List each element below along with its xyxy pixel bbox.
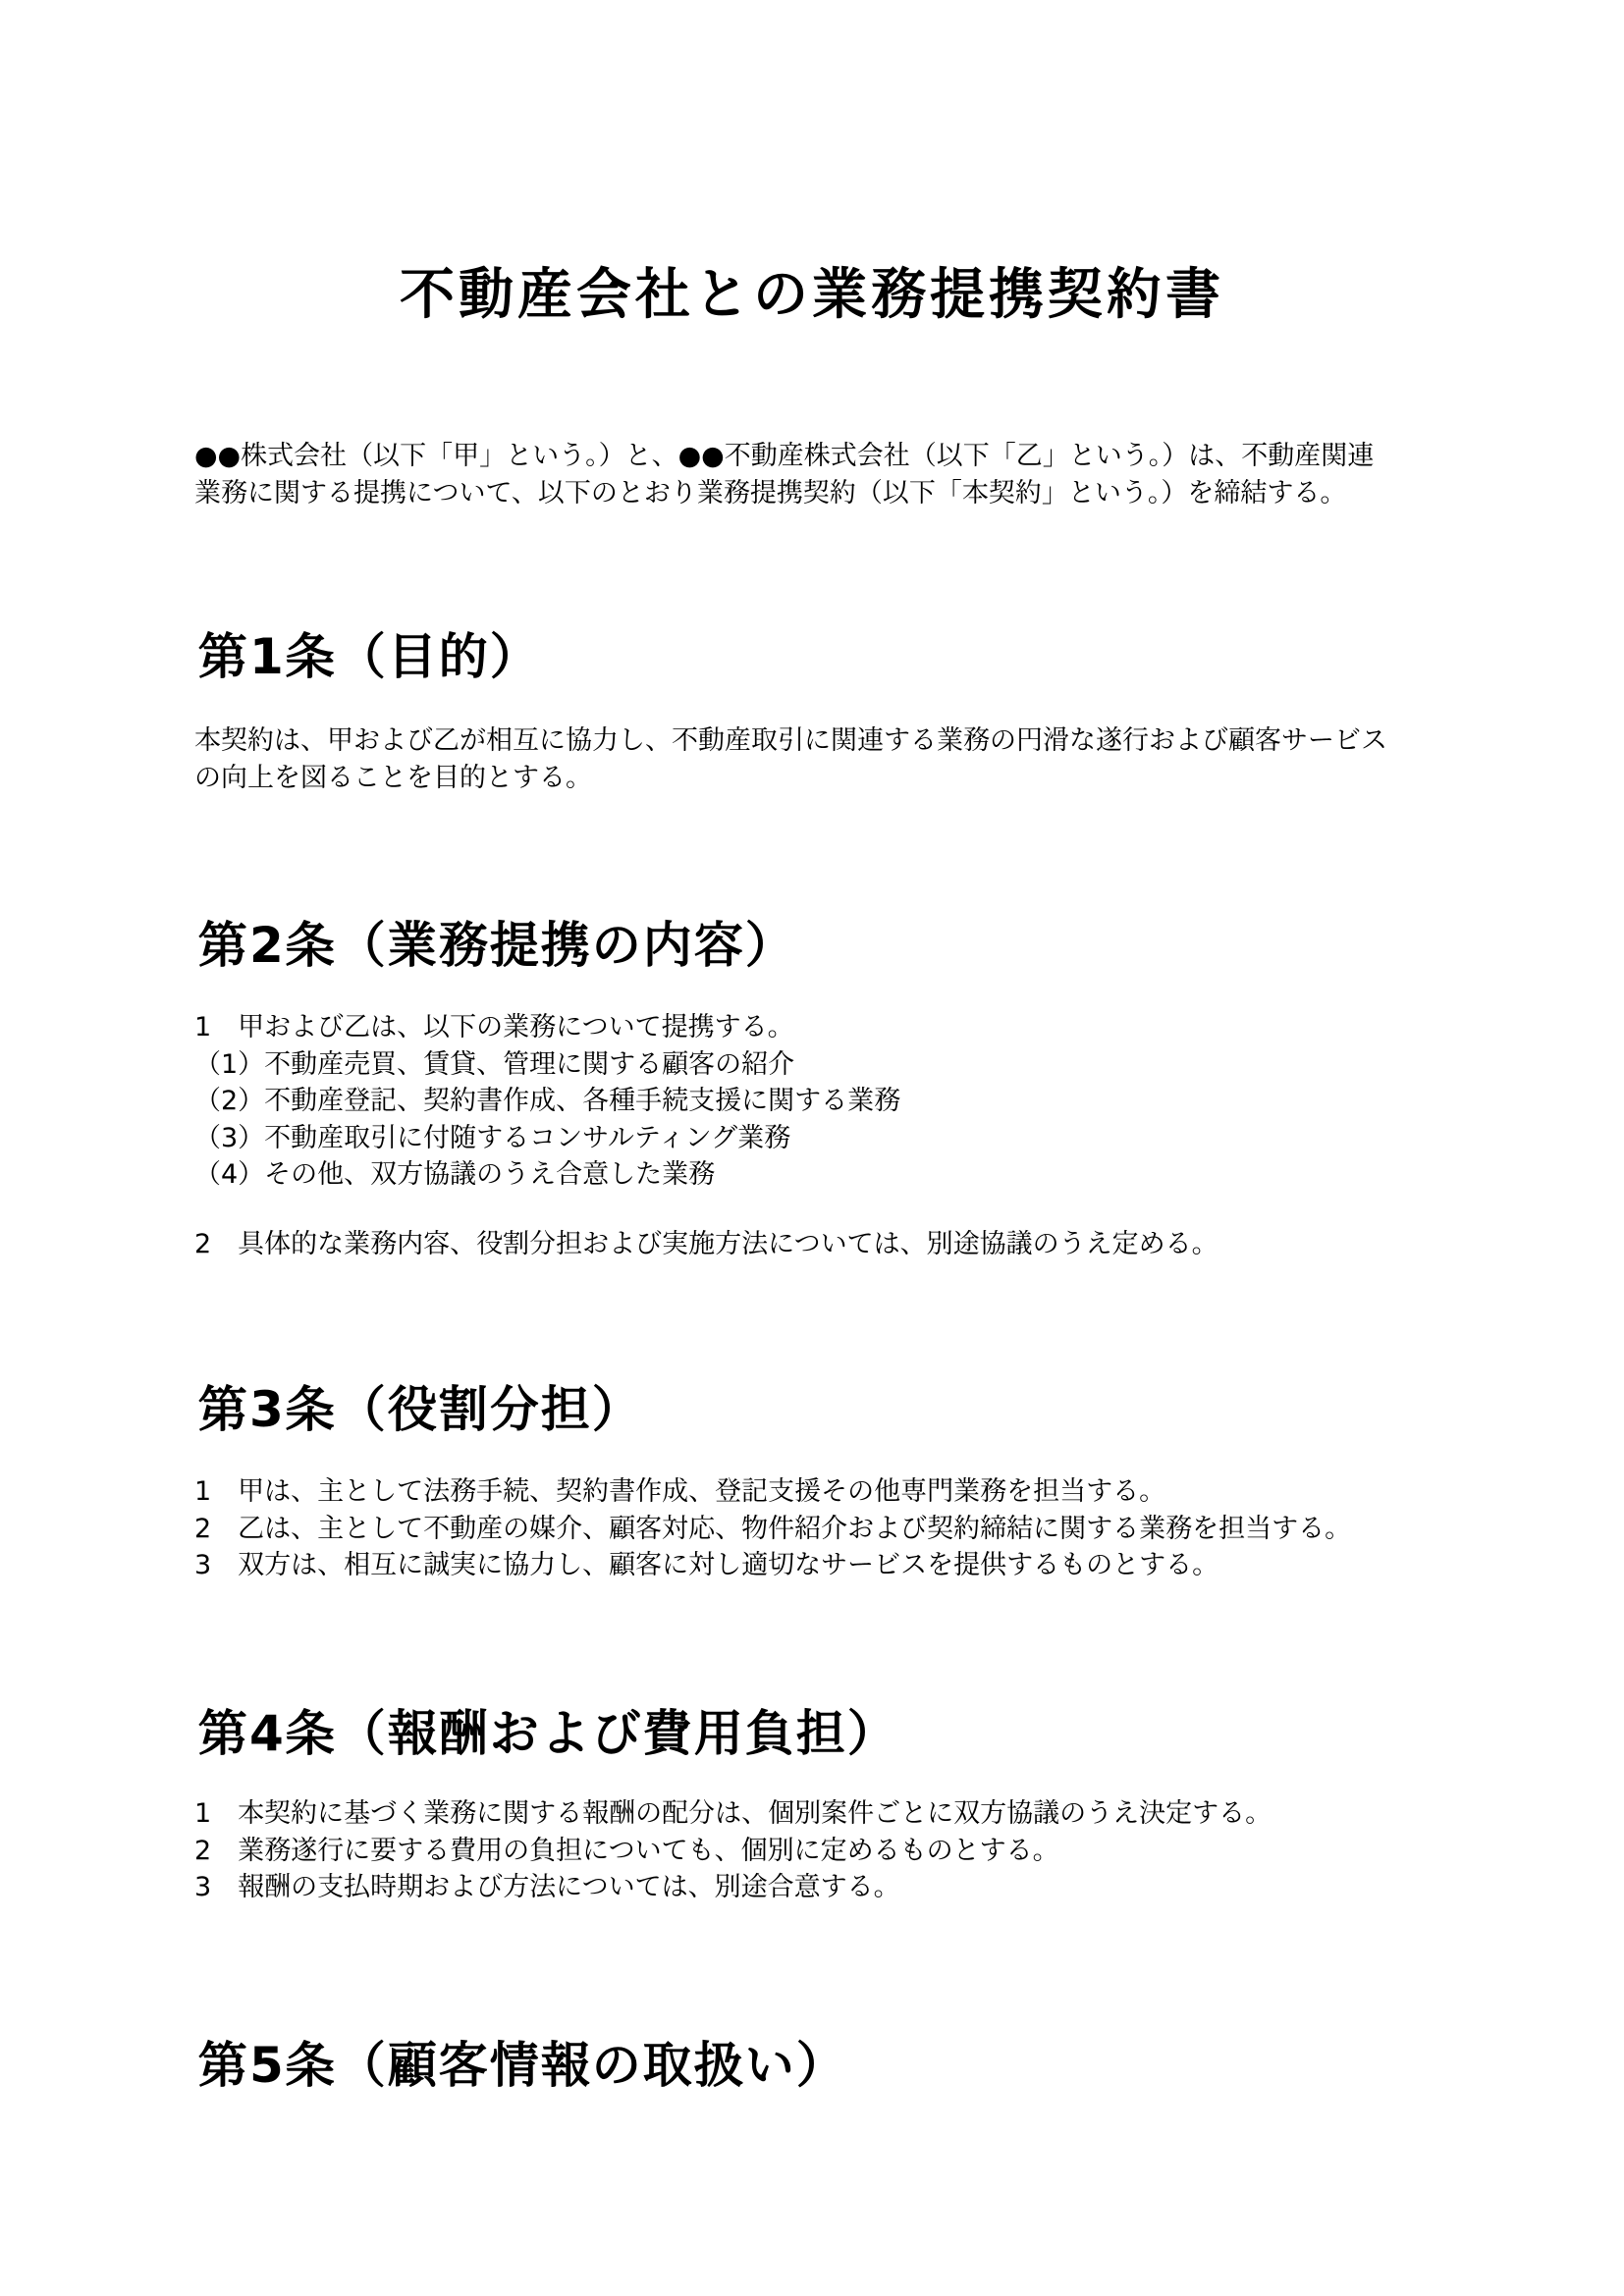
article-3-body (194, 1473, 1451, 1584)
document-title: 不動産会社との業務提携契約書 (400, 263, 1224, 327)
article-3-heading: 第3条（役割分担） (198, 1381, 643, 1438)
clause-line: 1 甲は、主として法務手続、契約書作成、登記支援その他専門業務を担当する。 (194, 1476, 1166, 1507)
clause-line: （4）その他、双方協議のうえ合意した業務 (194, 1159, 716, 1190)
clause-line: 1 甲および乙は、以下の業務について提携する。 (194, 1012, 794, 1042)
intro-line: 業務に関する提携について、以下のとおり業務提携契約（以下「本契約」という。）を締結する。 (194, 477, 1347, 508)
article-1-body (194, 722, 1451, 796)
clause-line: （2）不動産登記、契約書作成、各種手続支援に関する業務 (194, 1086, 901, 1116)
clause-line: （1）不動産売買、賃貸、管理に関する顧客の紹介 (194, 1048, 795, 1080)
clause-line: の向上を図ることを目的とする。 (194, 762, 592, 793)
clause-line: 3 双方は、相互に誠実に協力し、顧客に対し適切なサービスを提供するものとする。 (194, 1550, 1219, 1580)
article-2-heading: 第2条（業務提携の内容） (198, 917, 796, 974)
clause-line: 3 報酬の支払時期および方法については、別途合意する。 (194, 1872, 900, 1902)
article-1-heading: 第1条（目的） (198, 628, 541, 685)
article-5-heading: 第5条（顧客情報の取扱い） (198, 2037, 847, 2094)
article-4-heading: 第4条（報酬および費用負担） (198, 1705, 898, 1762)
clause-line: 本契約は、甲および乙が相互に協力し、不動産取引に関連する業務の円滑な遂行および顧客サービス (194, 725, 1387, 756)
clause-line: 2 乙は、主として不動産の媒介、顧客対応、物件紹介および契約締結に関する業務を担当する。 (194, 1513, 1352, 1544)
article-2-body (194, 1009, 1451, 1262)
article-4-body (194, 1795, 1451, 1906)
clause-line: 1 本契約に基づく業務に関する報酬の配分は、個別案件ごとに双方協議のうえ決定する。 (194, 1798, 1272, 1829)
intro-line: ●●株式会社（以下「甲」という。）と、●●不動産株式会社（以下「乙」という。）は、不動産関連 (194, 441, 1375, 471)
clause-line: （3）不動産取引に付随するコンサルティング業務 (194, 1122, 791, 1153)
intro-paragraph (194, 438, 1451, 511)
clause-line: 2 具体的な業務内容、役割分担および実施方法については、別途協議のうえ定める。 (194, 1228, 1218, 1259)
clause-line: 2 業務遂行に要する費用の負担についても、個別に定めるものとする。 (194, 1835, 1059, 1866)
